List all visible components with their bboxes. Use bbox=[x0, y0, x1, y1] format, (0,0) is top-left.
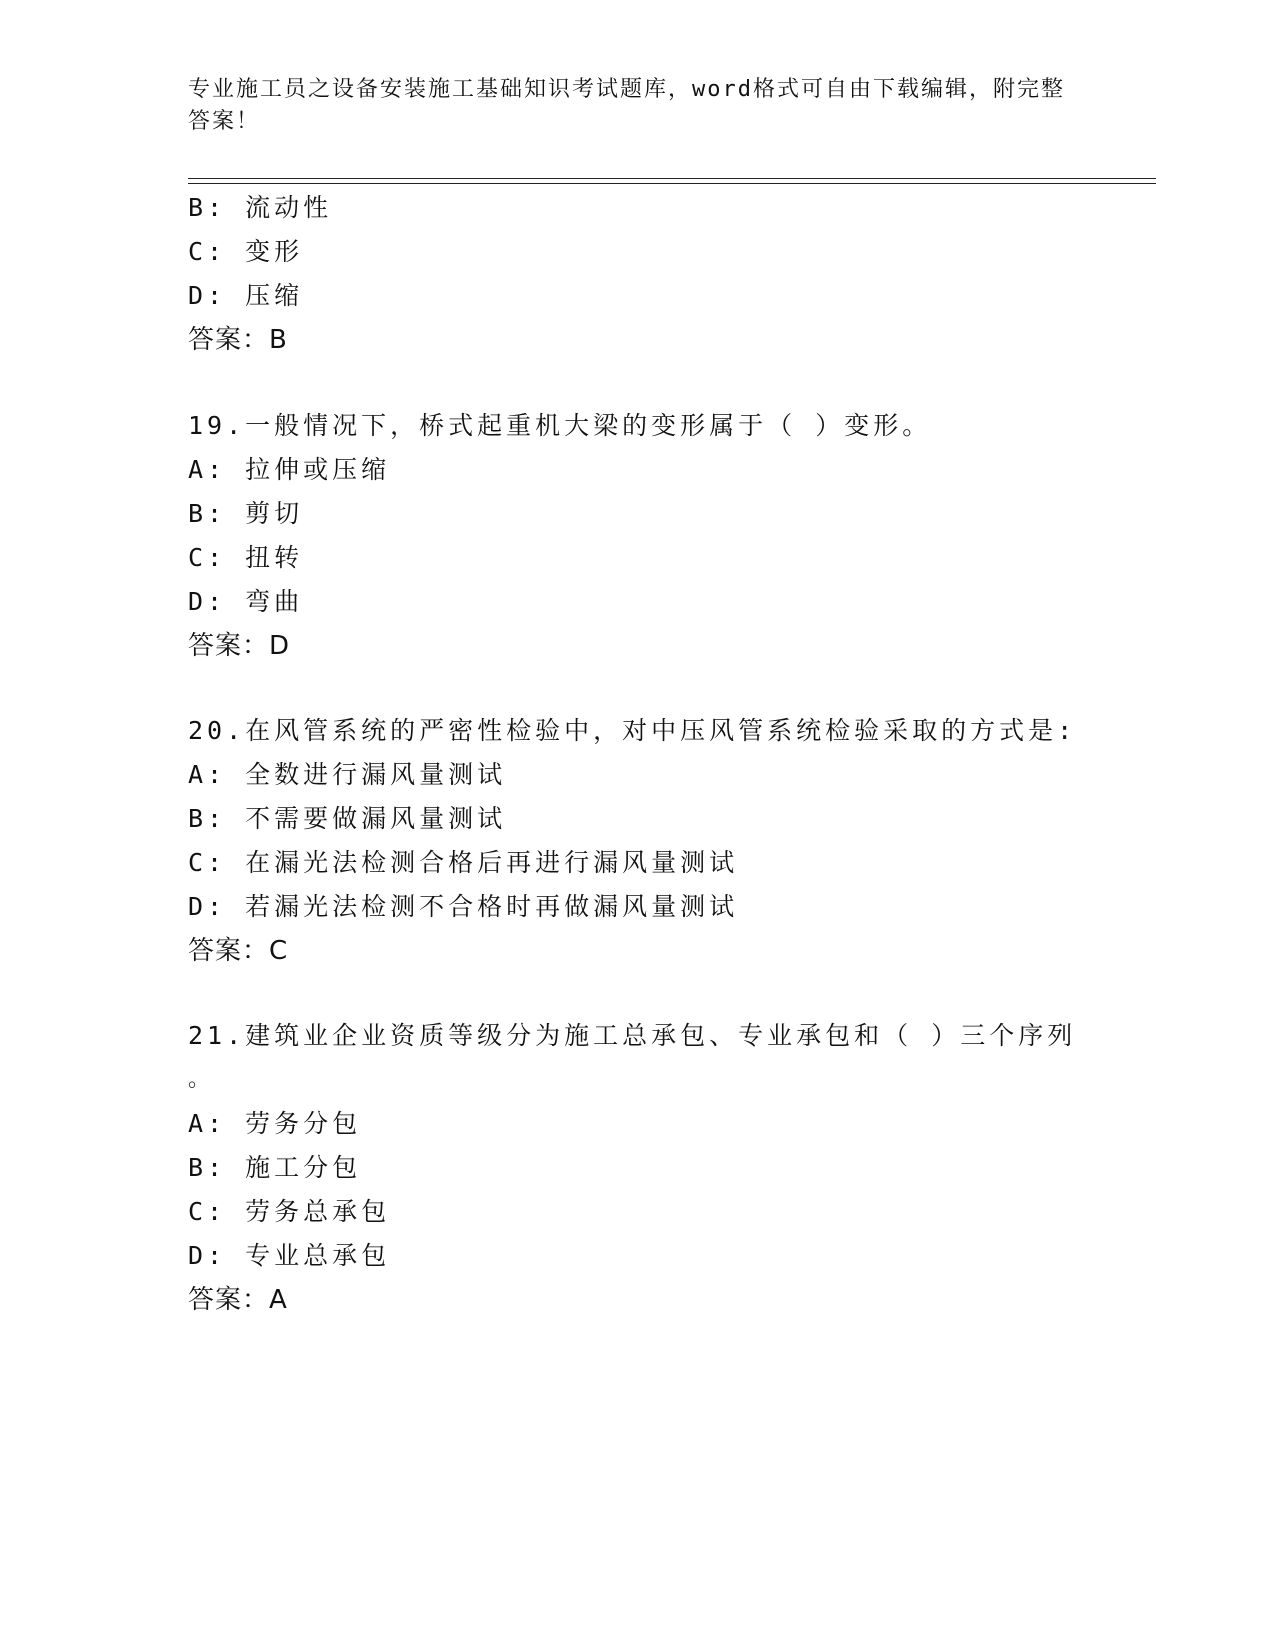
q20-option-a: A: 全数进行漏风量测试 bbox=[188, 760, 507, 789]
q21-option-c: C: 劳务总承包 bbox=[188, 1197, 391, 1226]
q19-option-d: D: 弯曲 bbox=[188, 587, 304, 616]
q18-option-d: D: 压缩 bbox=[188, 281, 304, 310]
header-divider-bottom bbox=[188, 183, 1156, 184]
q20-option-c: C: 在漏光法检测合格后再进行漏风量测试 bbox=[188, 848, 739, 877]
q21-option-d: D: 专业总承包 bbox=[188, 1241, 391, 1270]
q21-stem: 21.建筑业企业资质等级分为施工总承包、专业承包和（ ）三个序列 bbox=[188, 1021, 1077, 1050]
q18-option-c: C: 变形 bbox=[188, 237, 304, 266]
q20-answer: 答案：C bbox=[188, 936, 289, 966]
q21-stem-wrap: 。 bbox=[188, 1067, 215, 1092]
header-divider-top bbox=[188, 178, 1156, 179]
q18-answer: 答案：B bbox=[188, 325, 288, 355]
q20-option-b: B: 不需要做漏风量测试 bbox=[188, 804, 507, 833]
q19-answer: 答案：D bbox=[188, 631, 291, 661]
q21-option-a: A: 劳务分包 bbox=[188, 1109, 362, 1138]
q21-option-b: B: 施工分包 bbox=[188, 1153, 362, 1182]
q19-stem: 19.一般情况下，桥式起重机大梁的变形属于（ ）变形。 bbox=[188, 411, 932, 440]
q19-option-c: C: 扭转 bbox=[188, 543, 304, 572]
q19-option-b: B: 剪切 bbox=[188, 499, 304, 528]
document-header: 专业施工员之设备安装施工基础知识考试题库，word格式可自由下载编辑，附完整答案！ bbox=[188, 77, 1065, 134]
q19-option-a: A: 拉伸或压缩 bbox=[188, 455, 391, 484]
q20-stem: 20.在风管系统的严密性检验中，对中压风管系统检验采取的方式是: bbox=[188, 716, 1077, 745]
q21-answer: 答案：A bbox=[188, 1285, 288, 1315]
q18-option-b: B: 流动性 bbox=[188, 193, 333, 222]
q20-option-d: D: 若漏光法检测不合格时再做漏风量测试 bbox=[188, 892, 739, 921]
